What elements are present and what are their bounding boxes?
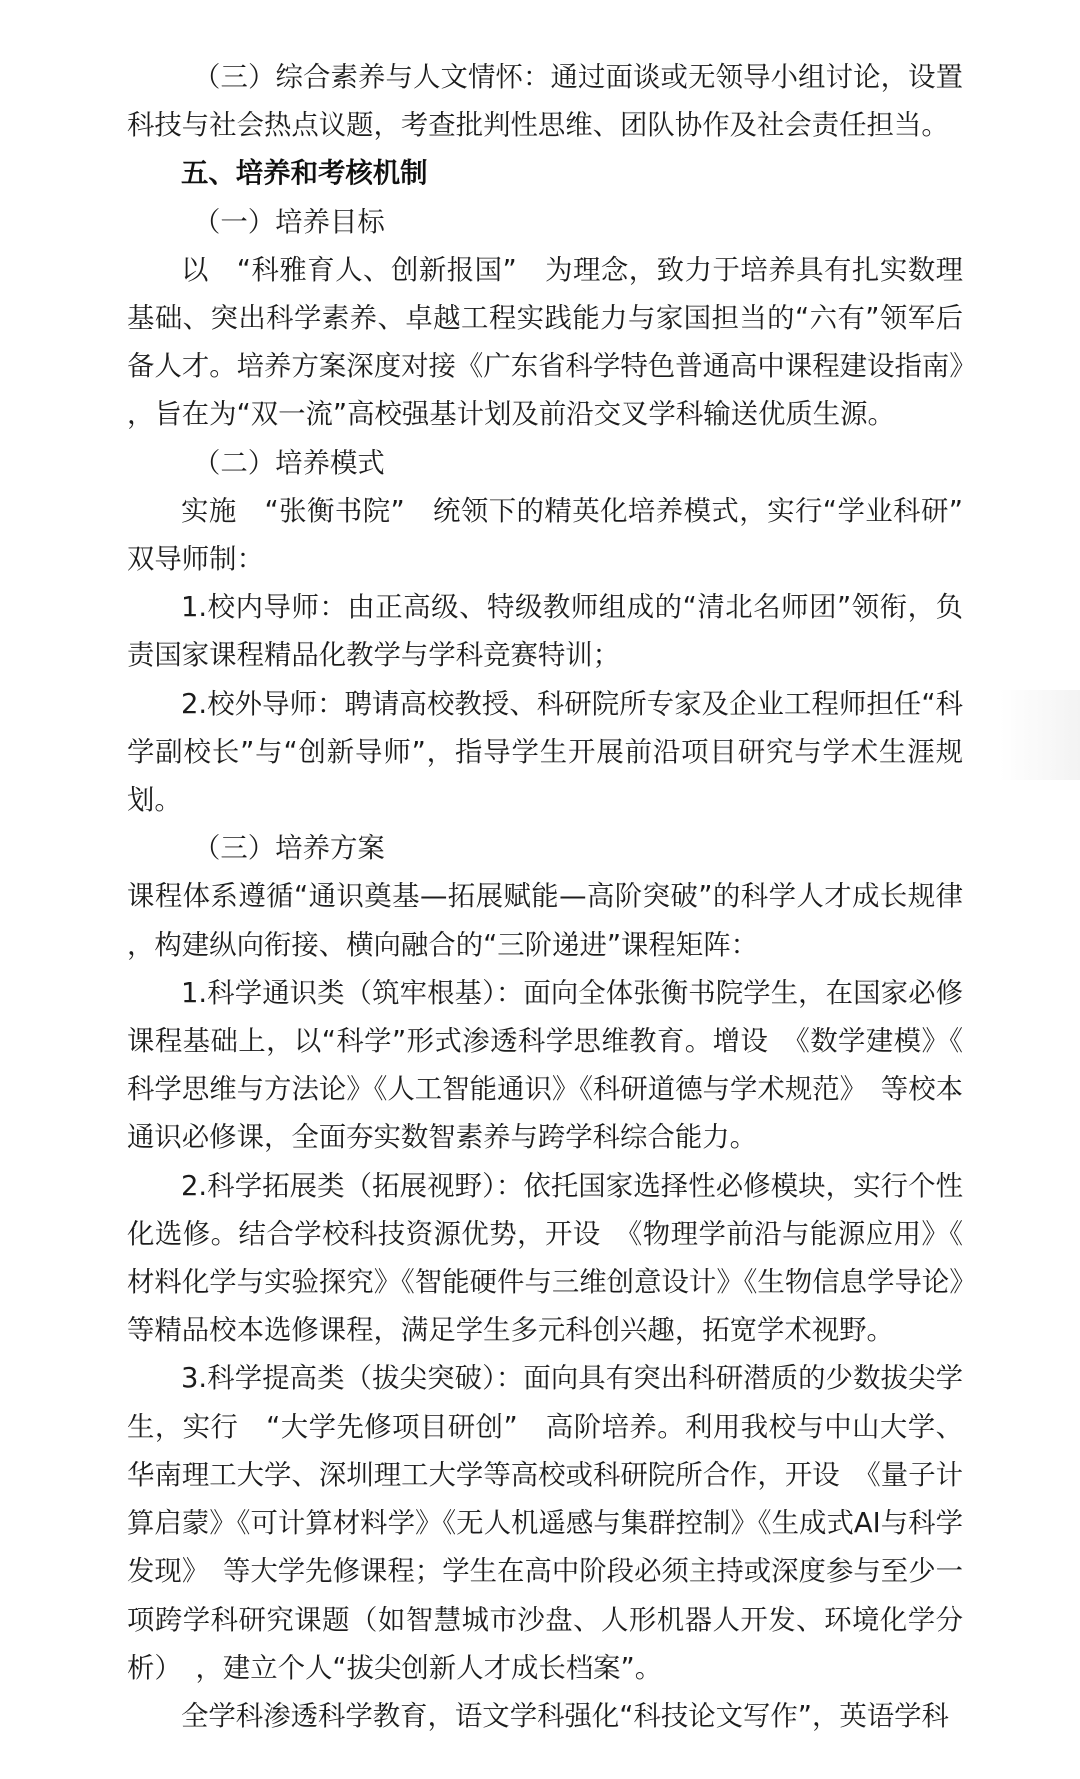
paragraph-cross-subject: 全学科渗透科学教育，语文学科强化“科技论文写作”，英语学科 <box>181 1700 949 1732</box>
section-heading-training-assessment: 五、培养和考核机制 <box>181 158 428 190</box>
paragraph-comprehensive-literacy: （三）综合素养与人文情怀：通过面谈或无领导小组讨论，设置科技与社会热点议题，考查批判性思维、团队协作及社会责任担当。 <box>127 62 963 142</box>
paragraph-curriculum-system: 课程体系遵循“通识奠基—拓展赋能—高阶突破”的科学人才成长规律，构建纵向衔接、横向融合的“三阶递进”课程矩阵： <box>127 881 963 961</box>
list-item-science-extension: 2.科学拓展类（拓展视野）：依托国家选择性必修模块，实行个性化选修。结合学校科技资源优势，开设 《物理学前沿与能源应用》《材料化学与实验探究》《智能硬件与三维创意设计》《生物信息学导论》 等精品校本选修课程，满足学生多元科创兴趣，拓宽学术视野。 <box>127 1170 991 1347</box>
subheading-training-plan: （三）培养方案 <box>193 833 385 865</box>
list-item-general-science: 1.科学通识类（筑牢根基）：面向全体张衡书院学生，在国家必修课程基础上，以“科学”形式渗透科学思维教育。增设 《数学建模》《科学思维与方法论》《人工智能通识》《科研道德与学术规范》 等校本通识必修课，全面夯实数智素养与跨学科综合能力。 <box>127 977 963 1154</box>
paragraph-training-mode: 实施 “张衡书院” 统领下的精英化培养模式，实行“学业科研”双导师制： <box>127 495 963 576</box>
paragraph-training-goals: 以 “科雅育人、创新报国” 为理念，致力于培养具有扎实数理基础、突出科学素养、卓越工程实践能力与家国担当的“六有”领军后备人才。培养方案深度对接《广东省科学特色普通高中课程建设指南》，旨在为“双一流”高校强基计划及前沿交叉学科输送优质生源。 <box>127 254 963 431</box>
document-body <box>127 54 991 1741</box>
scan-edge-shadow <box>1000 690 1080 780</box>
subheading-training-mode: （二）培养模式 <box>193 447 385 479</box>
list-item-science-advanced: 3.科学提高类（拔尖突破）：面向具有突出科研潜质的少数拔尖学生，实行 “大学先修项目研创” 高阶培养。利用我校与中山大学、华南理工大学、深圳理工大学等高校或科研院所合作，开设 《量子计算启蒙》《可计算材料学》《无人机遥感与集群控制》《生成式AI与科学发现》 等大学先修课程；学生在高中阶段必须主持或深度参与至少一项跨学科研究课题（如智慧城市沙盘、人形机器人开发、环境化学分析） ，建立个人“拔尖创新人才成长档案”。 <box>127 1363 963 1684</box>
list-item-internal-mentor: 1.校内导师：由正高级、特级教师组成的“清北名师团”领衔，负责国家课程精品化教学与学科竞赛特训； <box>127 592 963 672</box>
subheading-training-goals: （一）培养目标 <box>193 206 385 238</box>
list-item-external-mentor: 2.校外导师：聘请高校教授、科研院所专家及企业工程师担任“科学副校长”与“创新导师”，指导学生开展前沿项目研究与学术生涯规划。 <box>127 688 963 817</box>
